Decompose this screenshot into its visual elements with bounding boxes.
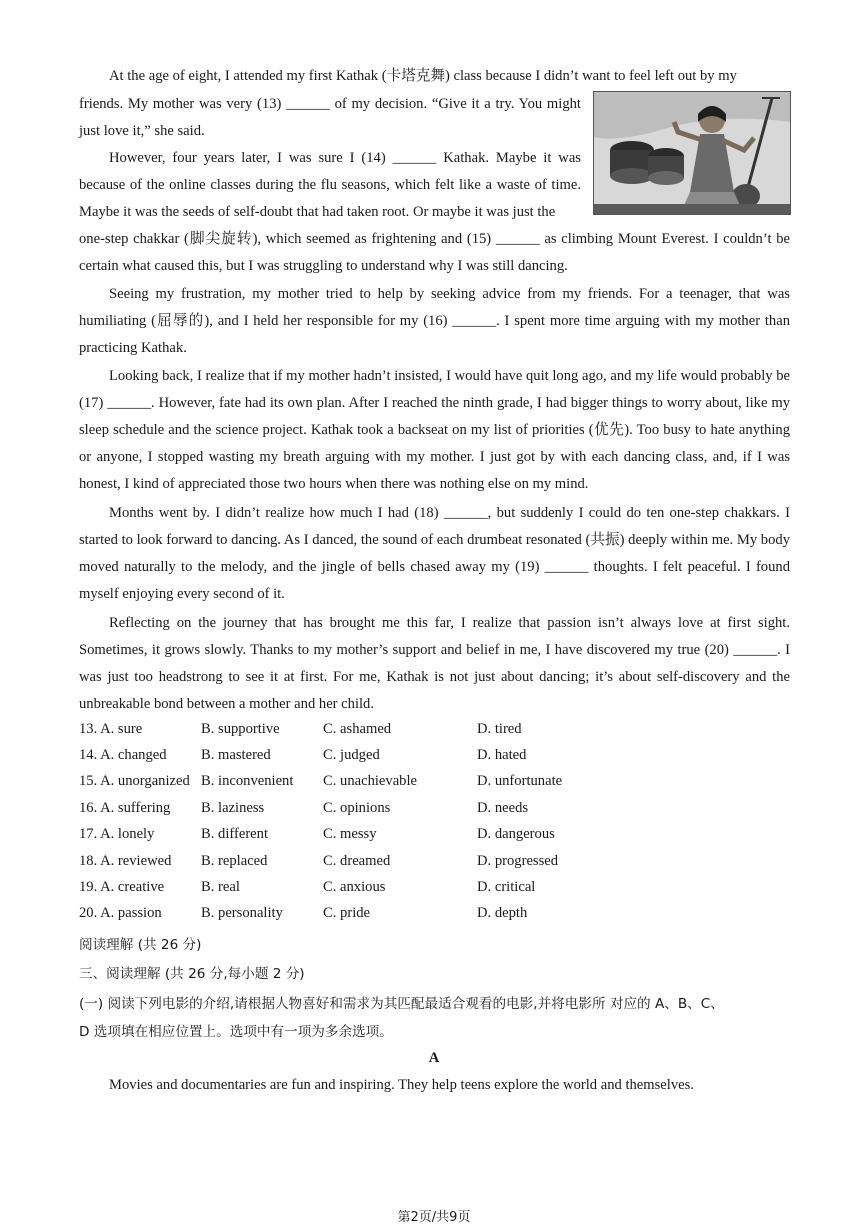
passage-paragraph-3: Seeing my frustration, my mother tried to help by seeking advice from my friends. For a teenager, that was humiliating (屈辱的), and I held her responsible for my (16) ______. I spent more time arguing with my mother than practicing Kathak.: [79, 286, 790, 356]
answer-options-table: [79, 716, 617, 927]
options-row-18: [79, 848, 617, 874]
option-d: D. needs: [477, 799, 529, 816]
option-a: 17. A. lonely: [79, 826, 155, 843]
option-d: D. depth: [477, 905, 528, 922]
option-c: C. dreamed: [323, 852, 391, 869]
options-row-17: [79, 822, 617, 848]
option-a: 15. A. unorganized: [79, 773, 190, 790]
passage-paragraph-4: Looking back, I realize that if my mother hadn’t insisted, I would have quit long ago, and my life would probably be (17) ______. However, fate had its own plan. After I reached the ninth grade, I had bigger things to worry about, like my sleep schedule and the science project. Kathak took a backseat on my list of priorities (优先). Too busy to hate anything or anyone, I stopped wasting my breath arguing with my mother. I just got by with each dancing class, and, if I was honest, I kind of appreciated those two hours when there was nothing else on my mind.: [79, 368, 790, 492]
option-d: D. dangerous: [477, 826, 555, 843]
option-c: C. messy: [323, 826, 377, 843]
passage-paragraph-1-line-1: At the age of eight, I attended my first Kathak (卡塔克舞) class because I didn’t want to feel left out by my: [109, 68, 737, 84]
options-row-15: [79, 769, 617, 795]
passage-paragraph-5: Months went by. I didn’t realize how much I had (18) ______, but suddenly I could do ten one-step chakkars. I started to look forward to dancing. As I danced, the sound of each drumbeat resonated (共振) deeply within me. My body moved naturally to the melody, and the jingle of bells chased away my (19) ______ thoughts. I felt peaceful. I found myself enjoying every second of it.: [79, 505, 790, 602]
passage-paragraph-6: Reflecting on the journey that has brought me this far, I realize that passion isn’t always love at first sight. Sometimes, it grows slowly. Thanks to my mother’s support and belief in me, I have discovered my true (20) ______. I was just too headstrong to see it at first. For me, Kathak is not just about dancing; it’s about self-discovery and the unbreakable bond between a mother and her child.: [79, 615, 790, 712]
option-b: B. different: [201, 826, 269, 843]
option-d: D. progressed: [477, 852, 559, 869]
instruction-line-1: (一) 阅读下列电影的介绍,请根据人物喜好和需求为其匹配最适合观看的电影,并将电影所 对应的 A、B、C、: [79, 996, 724, 1012]
passage-paragraph-1-rest: friends. My mother was very (13) ______ of my decision. “Give it a try. You might just love it,” she said.: [79, 96, 581, 139]
option-a: 19. A. creative: [79, 879, 165, 896]
option-d: D. critical: [477, 879, 536, 896]
passage-paragraph-2-top: However, four years later, I was sure I (14) ______ Kathak. Maybe it was because of the online classes during the flu seasons, which felt like a waste of time. Maybe it was the seeds of self-doubt that had taken root. Or maybe it was just the: [79, 150, 581, 220]
reading-section-title: 阅读理解 (共 26 分): [79, 937, 202, 953]
option-d: D. unfortunate: [477, 773, 563, 790]
option-a: 20. A. passion: [79, 905, 162, 922]
page-number-footer: 第2页/共9页: [397, 1210, 471, 1225]
option-a: 18. A. reviewed: [79, 852, 172, 869]
kathak-dancer-illustration: [593, 91, 791, 215]
option-c: C. unachievable: [323, 773, 418, 790]
option-c: C. anxious: [323, 879, 386, 896]
option-b: B. replaced: [201, 852, 268, 869]
option-a: 14. A. changed: [79, 747, 167, 764]
option-c: C. judged: [323, 747, 380, 764]
option-b: B. inconvenient: [201, 773, 294, 790]
option-b: B. personality: [201, 905, 283, 922]
passage-a-intro: Movies and documentaries are fun and inspiring. They help teens explore the world and themselves.: [109, 1077, 694, 1093]
option-d: D. hated: [477, 747, 527, 764]
option-b: B. real: [201, 879, 240, 896]
option-b: B. laziness: [201, 799, 265, 816]
option-b: B. mastered: [201, 747, 271, 764]
options-row-20: [79, 901, 617, 927]
option-a: 13. A. sure: [79, 720, 143, 737]
option-b: B. supportive: [201, 720, 280, 737]
option-c: C. ashamed: [323, 720, 392, 737]
options-row-16: [79, 795, 617, 821]
dancer-image-icon: [594, 92, 790, 214]
option-c: C. opinions: [323, 799, 391, 816]
options-row-14: [79, 742, 617, 768]
option-d: D. tired: [477, 720, 522, 737]
options-row-13: [79, 716, 617, 742]
passage-paragraph-2-bottom: one-step chakkar (脚尖旋转), which seemed as frightening and (15) ______ as climbing Mount Everest. I couldn’t be certain what caused this, but I was struggling to understand why I was still dancing.: [79, 231, 790, 274]
option-a: 16. A. suffering: [79, 799, 171, 816]
options-row-19: [79, 874, 617, 900]
option-c: C. pride: [323, 905, 371, 922]
part-three-heading: 三、阅读理解 (共 26 分,每小题 2 分): [79, 966, 305, 982]
instruction-line-2: D 选项填在相应位置上。选项中有一项为多余选项。: [79, 1024, 393, 1040]
passage-letter-heading: A: [428, 1050, 440, 1066]
